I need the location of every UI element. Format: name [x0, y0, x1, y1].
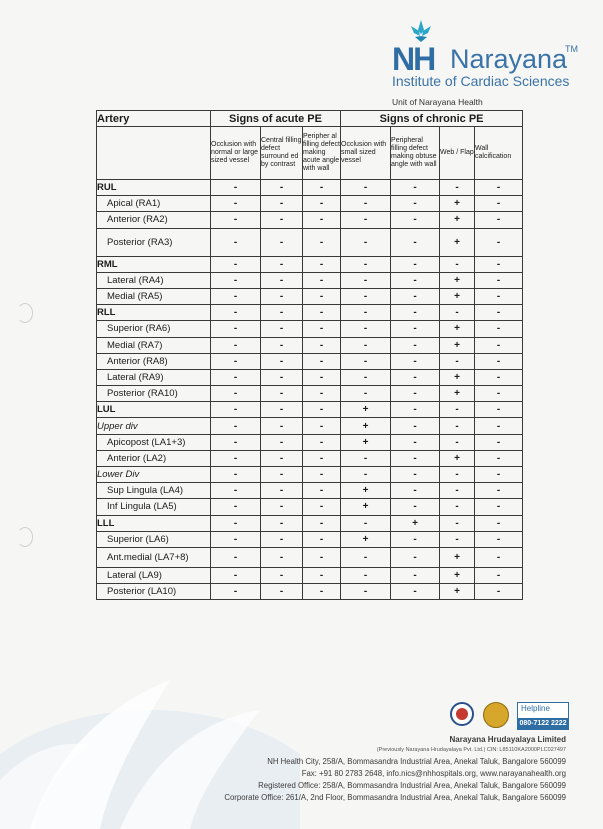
artery-name: Anterior (RA2) [97, 212, 211, 228]
table-row [97, 531, 523, 547]
finding-cell: + [341, 483, 391, 499]
finding-cell: - [261, 547, 303, 567]
finding-cell: - [211, 467, 261, 483]
finding-cell: - [440, 483, 475, 499]
finding-cell: - [303, 196, 341, 212]
punch-hole [17, 303, 33, 323]
finding-cell: - [303, 467, 341, 483]
finding-cell: - [261, 584, 303, 600]
artery-header-spacer [97, 127, 211, 180]
finding-cell: - [261, 321, 303, 337]
finding-cell: - [303, 305, 341, 321]
finding-cell: + [440, 450, 475, 466]
company-name: Narayana Hrudayalaya Limited [449, 735, 566, 744]
finding-cell: - [475, 337, 523, 353]
finding-cell: - [211, 386, 261, 402]
artery-name: RLL [97, 305, 211, 321]
finding-cell: - [341, 515, 391, 531]
finding-cell: - [303, 434, 341, 450]
finding-cell: - [391, 567, 440, 583]
table-row [97, 386, 523, 402]
finding-cell: - [303, 584, 341, 600]
finding-cell: - [261, 515, 303, 531]
finding-cell: - [440, 515, 475, 531]
finding-cell: - [261, 531, 303, 547]
finding-cell: - [475, 402, 523, 418]
finding-cell: - [440, 353, 475, 369]
finding-cell: - [475, 353, 523, 369]
finding-cell: - [440, 180, 475, 196]
finding-cell: - [391, 467, 440, 483]
finding-cell: - [475, 584, 523, 600]
finding-cell: - [211, 228, 261, 256]
table-row [97, 418, 523, 434]
finding-cell: - [475, 515, 523, 531]
finding-cell: - [475, 256, 523, 272]
column-header: Peripher al filling defect making acute angle with wall [303, 127, 341, 180]
column-header: Web / Flap [440, 127, 475, 180]
table-row [97, 353, 523, 369]
finding-cell: - [341, 337, 391, 353]
institute-name: Institute of Cardiac Sciences [392, 73, 570, 89]
finding-cell: - [303, 386, 341, 402]
finding-cell: - [211, 434, 261, 450]
finding-cell: - [303, 288, 341, 304]
column-header: Central filling defect surround ed by contrast [261, 127, 303, 180]
finding-cell: + [440, 228, 475, 256]
finding-cell: - [211, 305, 261, 321]
finding-cell: - [303, 256, 341, 272]
finding-cell: - [391, 272, 440, 288]
finding-cell: + [440, 567, 475, 583]
finding-cell: - [211, 531, 261, 547]
finding-cell: - [341, 180, 391, 196]
finding-cell: - [391, 450, 440, 466]
finding-cell: - [303, 337, 341, 353]
finding-cell: - [211, 353, 261, 369]
artery-name: RML [97, 256, 211, 272]
finding-cell: - [261, 467, 303, 483]
finding-cell: - [303, 272, 341, 288]
finding-cell: - [475, 228, 523, 256]
finding-cell: - [303, 369, 341, 385]
finding-cell: - [391, 434, 440, 450]
table-row [97, 369, 523, 385]
finding-cell: - [341, 386, 391, 402]
finding-cell: - [211, 515, 261, 531]
finding-cell: - [440, 467, 475, 483]
finding-cell: - [211, 499, 261, 515]
finding-cell: - [211, 418, 261, 434]
finding-cell: - [391, 531, 440, 547]
finding-cell: - [475, 196, 523, 212]
column-header: Wall calcification [475, 127, 523, 180]
finding-cell: - [475, 321, 523, 337]
finding-cell: - [303, 483, 341, 499]
finding-cell: - [211, 567, 261, 583]
finding-cell: - [211, 547, 261, 567]
finding-cell: + [440, 196, 475, 212]
finding-cell: - [261, 402, 303, 418]
finding-cell: - [341, 305, 391, 321]
finding-cell: - [341, 584, 391, 600]
brand-name: Narayana [450, 44, 568, 74]
logo-mark: NH [392, 41, 435, 77]
table-body [97, 180, 523, 600]
finding-cell: - [261, 353, 303, 369]
accreditation-badges [450, 702, 570, 730]
finding-cell: - [391, 180, 440, 196]
table-row [97, 321, 523, 337]
finding-cell: - [303, 515, 341, 531]
finding-cell: - [391, 288, 440, 304]
finding-cell: - [440, 256, 475, 272]
finding-cell: - [341, 353, 391, 369]
artery-name: LLL [97, 515, 211, 531]
table-row [97, 547, 523, 567]
table-row [97, 305, 523, 321]
table-row [97, 434, 523, 450]
finding-cell: + [440, 288, 475, 304]
artery-name: Anterior (RA8) [97, 353, 211, 369]
previous-name-cin: (Previously Narayana Hrudayalaya Pvt. Ltd.) CIN: L85110KA2000PLC027497 [376, 747, 566, 753]
finding-cell: - [475, 450, 523, 466]
finding-cell: - [261, 450, 303, 466]
table-row [97, 212, 523, 228]
finding-cell: - [341, 272, 391, 288]
finding-cell: - [475, 180, 523, 196]
finding-cell: - [391, 386, 440, 402]
artery-name: Posterior (LA10) [97, 584, 211, 600]
artery-name: Inf Lingula (LA5) [97, 499, 211, 515]
table-row [97, 483, 523, 499]
table-row [97, 228, 523, 256]
finding-cell: - [303, 180, 341, 196]
finding-cell: - [440, 499, 475, 515]
finding-cell: - [391, 228, 440, 256]
finding-cell: - [475, 499, 523, 515]
finding-cell: - [261, 180, 303, 196]
finding-cell: - [211, 483, 261, 499]
finding-cell: - [391, 483, 440, 499]
finding-cell: - [475, 305, 523, 321]
table-row [97, 288, 523, 304]
artery-name: Apical (RA1) [97, 196, 211, 212]
column-header: Occlusion with normal or large sized vessel [211, 127, 261, 180]
artery-name: Anterior (LA2) [97, 450, 211, 466]
finding-cell: + [440, 337, 475, 353]
finding-cell: - [261, 499, 303, 515]
artery-name: Sup Lingula (LA4) [97, 483, 211, 499]
gold-seal-icon [483, 702, 509, 728]
finding-cell: - [303, 402, 341, 418]
finding-cell: + [440, 584, 475, 600]
artery-name: Lateral (RA4) [97, 272, 211, 288]
table-row [97, 450, 523, 466]
finding-cell: - [211, 196, 261, 212]
artery-name: Lateral (LA9) [97, 567, 211, 583]
finding-cell: - [391, 196, 440, 212]
finding-cell: + [440, 369, 475, 385]
leaf-watermark [0, 560, 300, 829]
finding-cell: - [261, 305, 303, 321]
finding-cell: - [303, 212, 341, 228]
finding-cell: - [261, 228, 303, 256]
finding-cell: - [341, 369, 391, 385]
finding-cell: - [391, 547, 440, 567]
finding-cell: - [440, 434, 475, 450]
finding-cell: + [341, 434, 391, 450]
finding-cell: - [341, 547, 391, 567]
finding-cell: - [475, 483, 523, 499]
artery-name: Upper div [97, 418, 211, 434]
finding-cell: - [391, 321, 440, 337]
finding-cell: - [303, 547, 341, 567]
finding-cell: - [303, 531, 341, 547]
health-city-address: NH Health City, 258/A, Bommasandra Industrial Area, Anekal Taluk, Bangalore 560099 [267, 757, 566, 766]
artery-name: Posterior (RA10) [97, 386, 211, 402]
chronic-pe-header: Signs of chronic PE [341, 111, 523, 127]
finding-cell: - [391, 369, 440, 385]
artery-name: Medial (RA5) [97, 288, 211, 304]
artery-name: LUL [97, 402, 211, 418]
finding-cell: - [211, 584, 261, 600]
finding-cell: - [475, 369, 523, 385]
table-row [97, 272, 523, 288]
table-row [97, 402, 523, 418]
table-row [97, 567, 523, 583]
artery-name: Ant.medial (LA7+8) [97, 547, 211, 567]
finding-cell: + [341, 531, 391, 547]
finding-cell: - [303, 450, 341, 466]
finding-cell: - [261, 256, 303, 272]
finding-cell: - [391, 212, 440, 228]
finding-cell: - [211, 288, 261, 304]
registered-office: Registered Office: 258/A, Bommasandra Industrial Area, Anekal Taluk, Bangalore 560099 [258, 781, 566, 790]
finding-cell: - [391, 418, 440, 434]
finding-cell: - [261, 337, 303, 353]
acute-pe-header: Signs of acute PE [211, 111, 341, 127]
table-row [97, 256, 523, 272]
finding-cell: - [303, 499, 341, 515]
finding-cell: - [440, 418, 475, 434]
finding-cell: - [261, 196, 303, 212]
finding-cell: - [261, 434, 303, 450]
contact-line: Fax: +91 80 2783 2648, info.nics@nhhospitals.org, www.narayanahealth.org [301, 769, 566, 778]
finding-cell: - [341, 450, 391, 466]
finding-cell: - [391, 402, 440, 418]
finding-cell: - [211, 256, 261, 272]
finding-cell: + [391, 515, 440, 531]
finding-cell: - [440, 531, 475, 547]
finding-cell: - [391, 353, 440, 369]
column-header: Peripheral filling defect making obtuse angle with wall [391, 127, 440, 180]
helpline-badge [517, 702, 569, 730]
finding-cell: - [303, 321, 341, 337]
finding-cell: - [341, 321, 391, 337]
finding-cell: - [211, 180, 261, 196]
finding-cell: + [440, 272, 475, 288]
finding-cell: - [303, 567, 341, 583]
finding-cell: + [341, 402, 391, 418]
finding-cell: - [261, 272, 303, 288]
finding-cell: - [391, 499, 440, 515]
finding-cell: - [391, 584, 440, 600]
nabh-badge-icon [450, 702, 474, 726]
artery-name: Superior (RA6) [97, 321, 211, 337]
artery-header: Artery [97, 111, 211, 127]
finding-cell: + [440, 547, 475, 567]
finding-cell: - [211, 321, 261, 337]
finding-cell: + [341, 499, 391, 515]
finding-cell: - [261, 288, 303, 304]
narayana-logo [390, 18, 600, 107]
helpline-label: Helpline [521, 704, 550, 713]
artery-name: RUL [97, 180, 211, 196]
column-header: Occlusion with small sized vessel [341, 127, 391, 180]
finding-cell: - [475, 547, 523, 567]
finding-cell: - [341, 256, 391, 272]
finding-cell: - [475, 531, 523, 547]
finding-cell: - [341, 567, 391, 583]
finding-cell: - [211, 450, 261, 466]
finding-cell: - [475, 467, 523, 483]
finding-cell: - [440, 402, 475, 418]
helpline-number: 080-7122 2222 [519, 720, 567, 727]
finding-cell: - [391, 256, 440, 272]
finding-cell: - [261, 483, 303, 499]
finding-cell: + [341, 418, 391, 434]
finding-cell: - [475, 418, 523, 434]
finding-cell: - [211, 272, 261, 288]
finding-cell: + [440, 212, 475, 228]
corporate-office: Corporate Office: 261/A, 2nd Floor, Bommasandra Industrial Area, Anekal Taluk, Bangalore 560099 [224, 793, 566, 802]
finding-cell: - [341, 467, 391, 483]
finding-cell: - [303, 353, 341, 369]
trademark: TM [565, 44, 578, 54]
finding-cell: - [341, 288, 391, 304]
finding-cell: - [391, 337, 440, 353]
finding-cell: - [391, 305, 440, 321]
finding-cell: - [341, 228, 391, 256]
finding-cell: - [261, 386, 303, 402]
table-row [97, 584, 523, 600]
finding-cell: - [341, 196, 391, 212]
artery-name: Posterior (RA3) [97, 228, 211, 256]
finding-cell: - [440, 305, 475, 321]
finding-cell: - [211, 212, 261, 228]
finding-cell: + [440, 386, 475, 402]
finding-cell: - [211, 402, 261, 418]
table-row [97, 180, 523, 196]
finding-cell: - [303, 418, 341, 434]
finding-cell: + [440, 321, 475, 337]
table-row [97, 499, 523, 515]
artery-name: Superior (LA6) [97, 531, 211, 547]
finding-cell: - [211, 369, 261, 385]
pe-findings-table [96, 110, 523, 600]
finding-cell: - [341, 212, 391, 228]
artery-name: Lateral (RA9) [97, 369, 211, 385]
artery-name: Medial (RA7) [97, 337, 211, 353]
finding-cell: - [211, 337, 261, 353]
unit-name: Unit of Narayana Health [392, 97, 483, 107]
finding-cell: - [475, 288, 523, 304]
finding-cell: - [261, 418, 303, 434]
finding-cell: - [475, 272, 523, 288]
artery-name: Lower Div [97, 467, 211, 483]
table-row [97, 515, 523, 531]
finding-cell: - [475, 434, 523, 450]
table-row [97, 196, 523, 212]
table-row [97, 337, 523, 353]
finding-cell: - [475, 212, 523, 228]
finding-cell: - [475, 567, 523, 583]
finding-cell: - [261, 567, 303, 583]
finding-cell: - [475, 386, 523, 402]
finding-cell: - [261, 212, 303, 228]
punch-hole [17, 527, 33, 547]
finding-cell: - [303, 228, 341, 256]
artery-name: Apicopost (LA1+3) [97, 434, 211, 450]
finding-cell: - [261, 369, 303, 385]
table-row [97, 467, 523, 483]
